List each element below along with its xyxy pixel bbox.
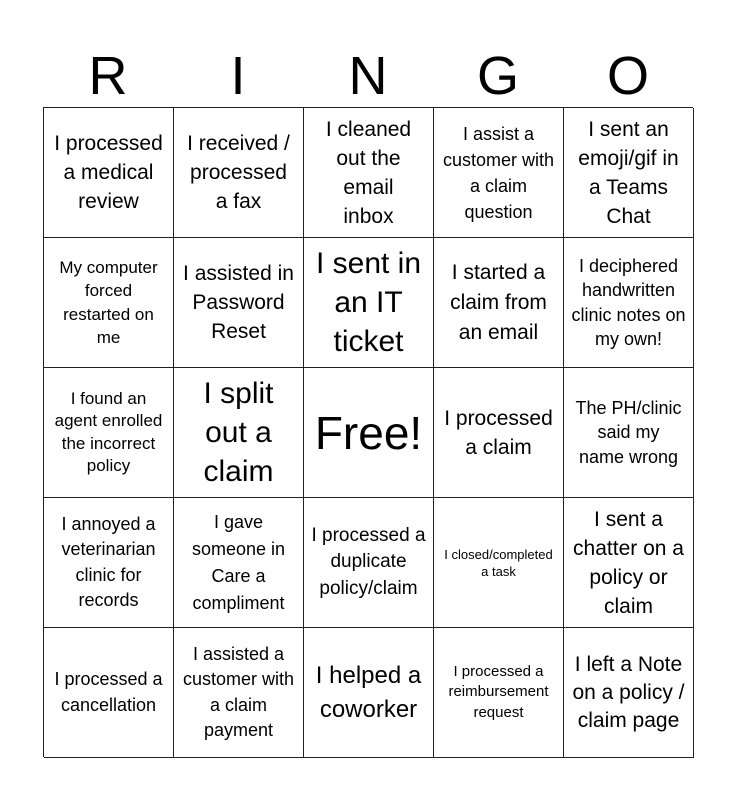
bingo-cell[interactable] <box>434 238 564 368</box>
bingo-cell-text: My computer forced restarted on me <box>59 257 158 347</box>
bingo-cell[interactable] <box>174 628 304 758</box>
bingo-cell-text: I sent in an IT ticket <box>315 247 422 358</box>
bingo-cell-text: I assist a customer with a claim question <box>442 123 555 222</box>
bingo-cell[interactable] <box>174 368 304 498</box>
bingo-header <box>43 44 693 108</box>
bingo-cell-text: The PH/clinic said my name wrong <box>575 397 682 467</box>
bingo-cell[interactable] <box>564 628 694 758</box>
bingo-cell[interactable] <box>174 238 304 368</box>
bingo-cell[interactable] <box>174 498 304 628</box>
header-letter-r: R <box>88 46 128 106</box>
bingo-cell-text: I sent an emoji/gif in a Teams Chat <box>578 117 679 228</box>
bingo-cell-text: I cleaned out the email inbox <box>325 117 412 228</box>
bingo-cell-text: I closed/completed a task <box>444 546 553 579</box>
bingo-cell[interactable] <box>44 368 174 498</box>
bingo-cell-text: I helped a coworker <box>315 662 422 723</box>
bingo-cell[interactable] <box>174 108 304 238</box>
bingo-cell-text: I received / processed a fax <box>187 132 290 213</box>
bingo-cell-text: I processed a duplicate policy/claim <box>311 524 426 599</box>
bingo-cell[interactable] <box>44 108 174 238</box>
bingo-cell[interactable] <box>564 498 694 628</box>
bingo-cell[interactable] <box>44 628 174 758</box>
bingo-cell-text: Free! <box>314 406 423 459</box>
bingo-cell-text: I processed a medical review <box>54 132 163 213</box>
bingo-cell[interactable] <box>564 108 694 238</box>
bingo-cell[interactable] <box>434 628 564 758</box>
bingo-cell[interactable] <box>304 628 434 758</box>
bingo-cell-text: I assisted a customer with a claim payment <box>182 643 295 740</box>
header-letter-o: O <box>606 46 649 106</box>
bingo-cell[interactable] <box>304 238 434 368</box>
bingo-cell-text: I found an agent enrolled the incorrect policy <box>54 388 163 475</box>
bingo-cell[interactable] <box>434 108 564 238</box>
bingo-cell[interactable] <box>434 368 564 498</box>
bingo-cell-text: I left a Note on a policy / claim page <box>572 652 685 732</box>
bingo-cell[interactable] <box>44 498 174 628</box>
bingo-cell[interactable] <box>304 498 434 628</box>
header-letter-g: G <box>476 46 519 106</box>
bingo-cell[interactable] <box>564 238 694 368</box>
bingo-cell-text: I gave someone in Care a compliment <box>191 511 286 613</box>
bingo-cell-text: I split out a claim <box>203 377 274 488</box>
bingo-cell-text: I processed a claim <box>444 406 553 459</box>
bingo-cell-text: I sent a chatter on a policy or claim <box>573 507 684 618</box>
bingo-cell-text: I started a claim from an email <box>450 260 547 344</box>
bingo-cell[interactable] <box>44 238 174 368</box>
bingo-cell[interactable] <box>304 108 434 238</box>
bingo-cell-text: I processed a reimbursement request <box>448 662 549 721</box>
header-letter-n: N <box>348 46 388 106</box>
header-letter-i: I <box>230 46 246 106</box>
free-space-cell[interactable] <box>304 368 434 498</box>
bingo-board <box>43 107 693 757</box>
bingo-cell[interactable] <box>564 368 694 498</box>
bingo-cell-text: I deciphered handwritten clinic notes on my own! <box>571 255 686 349</box>
bingo-cell-text: I annoyed a veterinarian clinic for records <box>61 513 156 610</box>
bingo-cell[interactable] <box>434 498 564 628</box>
bingo-cell-text: I processed a cancellation <box>54 669 163 715</box>
bingo-cell-text: I assisted in Password Reset <box>183 262 294 343</box>
